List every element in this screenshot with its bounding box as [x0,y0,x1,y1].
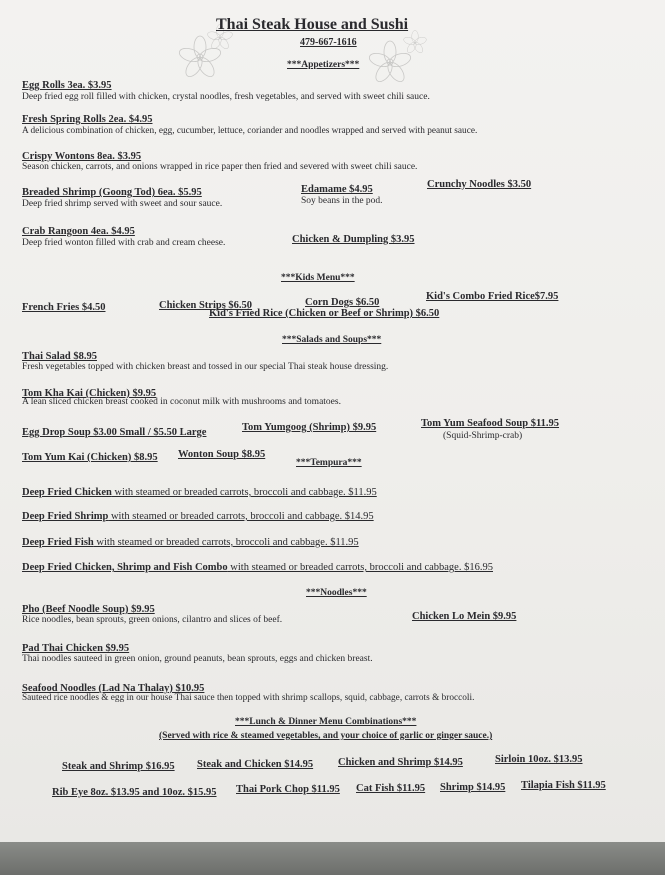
table-surface [0,842,665,875]
kids-fried-rice: Kid's Fried Rice (Chicken or Beef or Shrimp) $6.50 [209,308,440,319]
tom-kha-desc: A lean sliced chicken breast cooked in coconut milk with mushrooms and tomatoes. [22,397,341,407]
pad-thai-name: Pad Thai Chicken $9.95 [22,643,130,654]
wontons-desc: Season chicken, carrots, and onions wrapped in rice paper then fried and severed with sweet chili sauce. [22,162,418,172]
kids-combo-fried-rice: Kid's Combo Fried Rice$7.95 [426,291,559,302]
tempura-combo: Deep Fried Chicken, Shrimp and Fish Combo with steamed or breaded carrots, broccoli and cabbage. $16.95 [22,562,493,573]
tom-kha-name: Tom Kha Kai (Chicken) $9.95 [22,388,157,399]
salads-soups-heading: ***Salads and Soups*** [282,335,382,345]
restaurant-title: Thai Steak House and Sushi [216,16,409,33]
edamame-desc: Soy beans in the pod. [301,196,383,206]
crunchy-noodles-name: Crunchy Noodles $3.50 [427,179,532,190]
tom-yumgoog: Tom Yumgoog (Shrimp) $9.95 [242,422,377,433]
wontons-name: Crispy Wontons 8ea. $3.95 [22,151,142,162]
chicken-lo-mein: Chicken Lo Mein $9.95 [412,611,517,622]
cat-fish: Cat Fish $11.95 [356,783,426,794]
corn-dogs: Corn Dogs $6.50 [305,297,380,308]
kids-menu-heading: ***Kids Menu*** [281,273,355,283]
steak-and-chicken: Steak and Chicken $14.95 [197,759,314,770]
phone-number: 479-667-1616 [300,37,357,48]
seafood-noodles-name: Seafood Noodles (Lad Na Thalay) $10.95 [22,683,205,694]
tempura-chicken: Deep Fried Chicken with steamed or breaded carrots, broccoli and cabbage. $11.95 [22,487,377,498]
tempura-heading: ***Tempura*** [296,458,362,468]
steak-and-shrimp: Steak and Shrimp $16.95 [62,761,175,772]
pad-thai-desc: Thai noodles sauteed in green onion, ground peanuts, bean sprouts, eggs and chicken breast. [22,654,373,664]
pho-name: Pho (Beef Noodle Soup) $9.95 [22,604,155,615]
sirloin: Sirloin 10oz. $13.95 [495,754,583,765]
crab-rangoon-desc: Deep fried wonton filled with crab and cream cheese. [22,238,226,248]
egg-rolls-name: Egg Rolls 3ea. $3.95 [22,80,112,91]
french-fries: French Fries $4.50 [22,302,106,313]
spring-rolls-name: Fresh Spring Rolls 2ea. $4.95 [22,114,153,125]
shrimp-plate: Shrimp $14.95 [440,782,506,793]
combinations-heading: ***Lunch & Dinner Menu Combinations*** [235,717,417,727]
breaded-shrimp-desc: Deep fried shrimp served with sweet and sour sauce. [22,199,223,209]
tilapia-fish: Tilapia Fish $11.95 [521,780,606,791]
edamame-name: Edamame $4.95 [301,184,373,195]
crab-rangoon-name: Crab Rangoon 4ea. $4.95 [22,226,135,237]
tom-yum-seafood-desc: (Squid-Shrimp-crab) [443,431,523,441]
chicken-dumpling-name: Chicken & Dumpling $3.95 [292,234,415,245]
spring-rolls-desc: A delicious combination of chicken, egg, cucumber, lettuce, coriander and noodles wrapped and served with peanut sauce. [22,126,478,136]
noodles-heading: ***Noodles*** [306,588,367,598]
breaded-shrimp-name: Breaded Shrimp (Goong Tod) 6ea. $5.95 [22,187,202,198]
seafood-noodles-desc: Sauteed rice noodles & egg in our house Thai sauce then topped with shrimp scallops, squid, cabbage, carrots & broccoli. [22,693,475,703]
thai-salad-name: Thai Salad $8.95 [22,351,97,362]
tempura-shrimp: Deep Fried Shrimp with steamed or breaded carrots, broccoli and cabbage. $14.95 [22,511,374,522]
egg-drop-soup: Egg Drop Soup $3.00 Small / $5.50 Large [22,427,207,438]
chicken-strips: Chicken Strips $6.50 [159,300,253,311]
tom-yum-kai: Tom Yum Kai (Chicken) $8.95 [22,452,158,463]
tom-yum-seafood-name: Tom Yum Seafood Soup $11.95 [421,418,560,429]
chicken-and-shrimp: Chicken and Shrimp $14.95 [338,757,463,768]
wonton-soup: Wonton Soup $8.95 [178,449,266,460]
combinations-note: (Served with rice & steamed vegetables, and your choice of garlic or ginger sauce.) [159,731,493,741]
egg-rolls-desc: Deep fried egg roll filled with chicken, crystal noodles, fresh vegetables, and served with sweet chili sauce. [22,92,430,102]
rib-eye: Rib Eye 8oz. $13.95 and 10oz. $15.95 [52,787,217,798]
thai-pork-chop: Thai Pork Chop $11.95 [236,784,340,795]
thai-salad-desc: Fresh vegetables topped with chicken breast and tossed in our special Thai steak house dressing. [22,362,389,372]
pho-desc: Rice noodles, bean sprouts, green onions, cilantro and slices of beef. [22,615,283,625]
appetizers-heading: ***Appetizers*** [287,60,360,70]
tempura-fish: Deep Fried Fish with steamed or breaded carrots, broccoli and cabbage. $11.95 [22,537,359,548]
